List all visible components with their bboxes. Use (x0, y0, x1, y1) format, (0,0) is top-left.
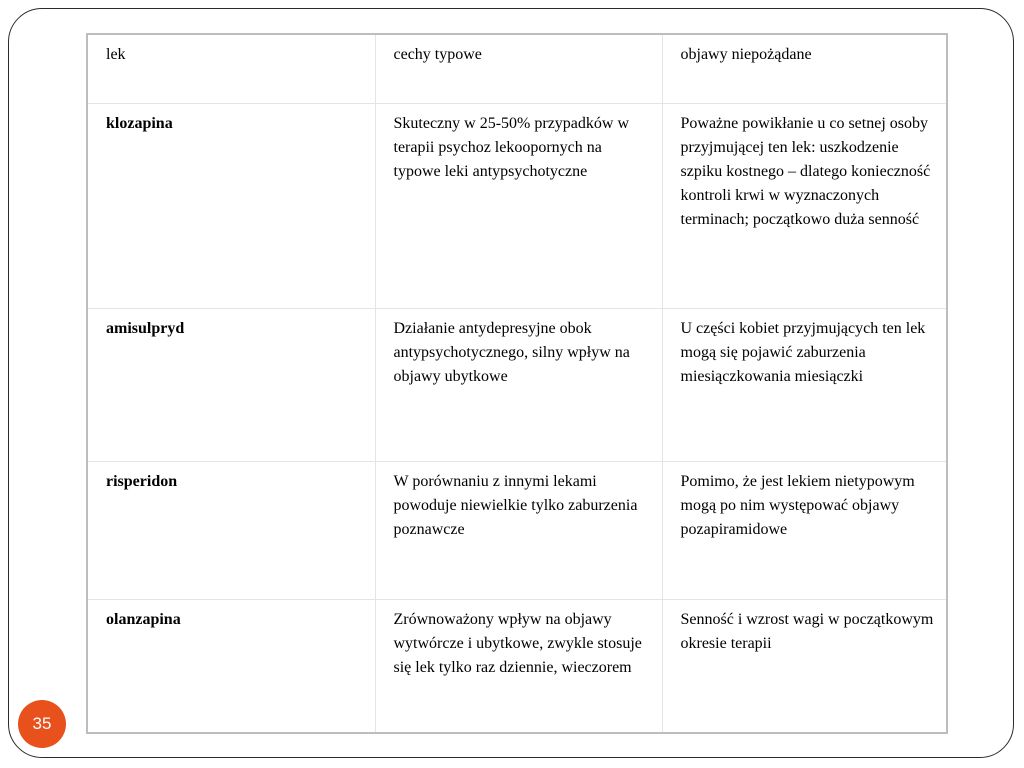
table-row (88, 461, 946, 599)
header-cell-features: cechy typowe (375, 35, 662, 103)
side-effects-cell: U części kobiet przyjmujących ten lek mogą się pojawić zaburzenia miesiączkowania miesiączki (662, 308, 946, 461)
drug-table (88, 35, 946, 734)
drug-table-container (86, 33, 948, 734)
features-cell: Zrównoważony wpływ na objawy wytwórcze i ubytkowe, zwykle stosuje się lek tylko raz dziennie, wieczorem (375, 599, 662, 734)
drug-name-cell: klozapina (88, 103, 375, 308)
table-row (88, 599, 946, 734)
drug-name-cell: amisulpryd (88, 308, 375, 461)
features-cell: Działanie antydepresyjne obok antypsychotycznego, silny wpływ na objawy ubytkowe (375, 308, 662, 461)
features-cell: Skuteczny w 25-50% przypadków w terapii psychoz lekoopornych na typowe leki antypsychotyczne (375, 103, 662, 308)
header-cell-drug: lek (88, 35, 375, 103)
side-effects-cell: Pomimo, że jest lekiem nietypowym mogą po nim występować objawy pozapiramidowe (662, 461, 946, 599)
drug-name-cell: olanzapina (88, 599, 375, 734)
features-cell: W porównaniu z innymi lekami powoduje niewielkie tylko zaburzenia poznawcze (375, 461, 662, 599)
side-effects-cell: Senność i wzrost wagi w początkowym okresie terapii (680, 610, 934, 652)
page-number-badge: 35 (18, 700, 66, 748)
drug-name-cell: risperidon (88, 461, 375, 599)
header-cell-side-effects: objawy niepożądane (662, 35, 946, 103)
table-header-row (88, 35, 946, 103)
table-row (88, 308, 946, 461)
table-row (88, 103, 946, 308)
side-effects-cell: Poważne powikłanie u co setnej osoby przyjmującej ten lek: uszkodzenie szpiku kostnego – dlatego konieczność kontroli krwi w wyznaczonych terminach; początkowo duża senność (662, 103, 946, 308)
